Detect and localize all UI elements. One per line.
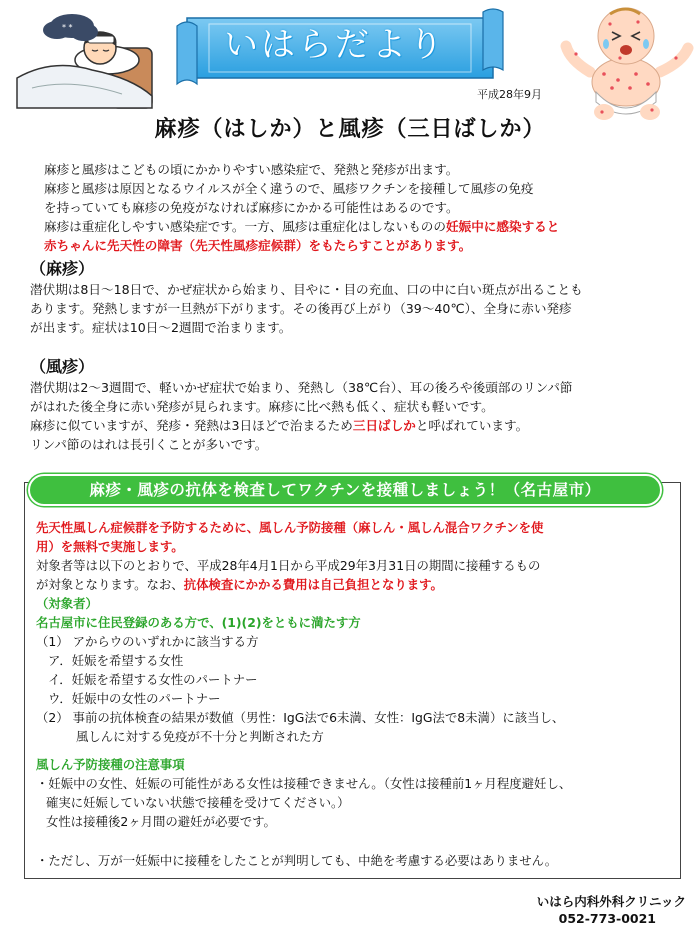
condition-1: （1） アからウのいずれかに該当する方 xyxy=(36,634,259,649)
clinic-phone: 052-773-0021 xyxy=(558,911,656,926)
rubella-line-4: リンパ節のはれは長引くことが多いです。 xyxy=(30,437,268,452)
notice-line-4 xyxy=(36,576,676,595)
measles-line-3: が出ます。症状は10日～2週間で治まります。 xyxy=(30,320,292,335)
condition-2: （2） 事前の抗体検査の結果が数値（男性：IgG法で6未満、女性：IgG法で8未満）に該当し、 xyxy=(36,710,565,725)
intro-line-4 xyxy=(44,217,684,236)
three-day-measles-highlight: 三日ばしか xyxy=(352,418,416,433)
rubella-line-2: がはれた後全身に赤い発疹が見られます。麻疹に比べ熱も低く、症状も軽いです。 xyxy=(30,399,494,414)
notice-red-line-2: 用）を無料で実施します。 xyxy=(36,539,184,554)
caution-line-3: 女性は接種後2ヶ月間の避妊が必要です。 xyxy=(46,814,276,829)
crying-baby-illustration xyxy=(560,2,695,124)
caution-line-4: ・ただし、万が一妊娠中に接種をしたことが判明しても、中絶を考慮する必要はありません。 xyxy=(36,853,558,868)
clinic-name: いはら内科外科クリニック xyxy=(536,894,686,909)
condition-1a: ア．妊娠を希望する女性 xyxy=(48,653,184,668)
rubella-heading: （風疹） xyxy=(30,357,95,376)
intro-warning-highlight: 妊娠中に感染すると xyxy=(446,219,560,234)
newsletter-title: いはらだより xyxy=(224,25,446,65)
measles-heading: （麻疹） xyxy=(30,259,95,278)
intro-line-1: 麻疹と風疹はこどもの頃にかかりやすい感染症で、発熱と発疹が出ます。 xyxy=(44,162,459,177)
condition-1c: ウ．妊娠中の女性のパートナー xyxy=(48,691,221,706)
condition-1b: イ．妊娠を希望する女性のパートナー xyxy=(48,672,258,687)
vaccination-notice-banner: 麻疹・風疹の抗体を検査してワクチンを接種しましょう！（名古屋市） xyxy=(28,474,662,506)
self-pay-highlight: 抗体検査にかかる費用は自己負担となります。 xyxy=(183,577,443,592)
caution-line-2: 確実に妊娠していない状態で接種を受けてください。） xyxy=(46,795,350,810)
condition-2b: 風しんに対する免疫が不十分と判断された方 xyxy=(76,729,324,744)
intro-line-2: 麻疹と風疹は原因となるウイルスが全く違うので、風疹ワクチンを接種して風疹の免疫 xyxy=(44,181,534,196)
notice-line-4-text: が対象となります。なお、 xyxy=(36,577,184,592)
intro-warning-line: 赤ちゃんに先天性の障害（先天性風疹症候群）をもたらすことがあります。 xyxy=(44,238,472,253)
rubella-line-3 xyxy=(30,416,690,435)
svg-text:* *: * * xyxy=(62,23,73,32)
intro-line-3: を持っていても麻疹の免疫がなければ麻疹にかかる可能性はあるのです。 xyxy=(44,200,459,215)
caution-heading: 風しん予防接種の注意事項 xyxy=(36,757,185,772)
rubella-line-3-text: 麻疹に似ていますが、発疹・発熱は3日ほどで治まるため xyxy=(30,418,353,433)
measles-line-2: あります。発熱しますが一旦熱が下がります。その後再び上がり（39～40℃）、全身に赤い発疹 xyxy=(30,301,572,316)
target-condition: 名古屋市に住民登録のある方で、(1)(2)をともに満たす方 xyxy=(36,615,361,630)
intro-line-4-text: 麻疹は重症化しやすい感染症です。一方、風疹は重症化はしないものの xyxy=(44,219,446,234)
sick-child-illustration xyxy=(12,8,162,118)
issue-date: 平成28年9月 xyxy=(477,88,542,101)
caution-line-1: ・妊娠中の女性、妊娠の可能性がある女性は接種できません。（女性は接種前1ヶ月程度避妊し、 xyxy=(36,776,572,791)
rubella-line-1: 潜伏期は2～3週間で、軽いかぜ症状で始まり、発熱し（38℃台）、耳の後ろや後頭部のリンパ節 xyxy=(30,380,573,395)
notice-red-line-1: 先天性風しん症候群を予防するために、風しん予防接種（麻しん・風しん混合ワクチンを使 xyxy=(36,520,544,535)
article-title: 麻疹（はしか）と風疹（三日ばしか） xyxy=(154,117,546,142)
target-heading: （対象者） xyxy=(36,596,98,611)
notice-line-3: 対象者等は以下のとおりで、平成28年4月1日から平成29年3月31日の期間に接種するもの xyxy=(36,558,541,573)
measles-line-1: 潜伏期は8日～18日で、かぜ症状から始まり、目やに・目の充血、口の中に白い斑点が出ることも xyxy=(30,282,583,297)
rubella-line-3-end: と呼ばれています。 xyxy=(415,418,529,433)
